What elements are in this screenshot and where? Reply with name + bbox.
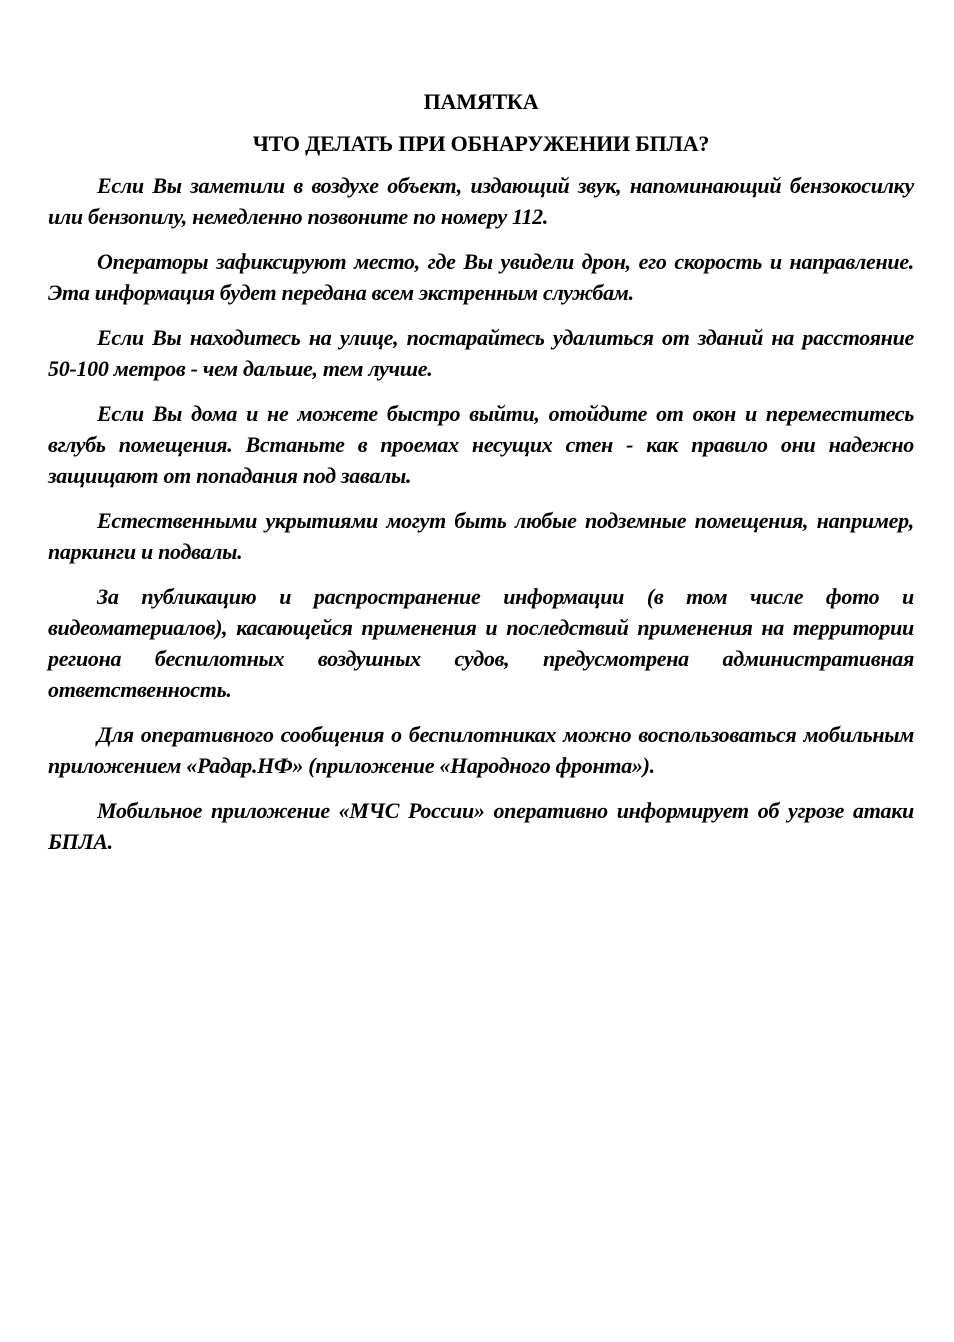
document-subtitle: ЧТО ДЕЛАТЬ ПРИ ОБНАРУЖЕНИИ БПЛА? bbox=[252, 131, 710, 156]
paragraph-publication-liability: За публикацию и распространение информации (в том числе фото и видеоматериалов), касающейся применения и последствий применения на территории региона беспилотных воздушных судов, предусмотрена административная ответственность. bbox=[48, 584, 914, 702]
paragraph-call-112: Если Вы заметили в воздухе объект, издающий звук, напоминающий бензокосилку или бензопилу, немедленно позвоните по номеру 112. bbox=[48, 173, 914, 229]
paragraph-mchs-app: Мобильное приложение «МЧС России» оперативно информирует об угрозе атаки БПЛА. bbox=[48, 798, 914, 854]
paragraph-radar-app: Для оперативного сообщения о беспилотниках можно воспользоваться мобильным приложением «Радар.НФ» (приложение «Народного фронта»). bbox=[48, 722, 914, 778]
paragraph-outdoors: Если Вы находитесь на улице, постарайтесь удалиться от зданий на расстояние 50-100 метров - чем дальше, тем лучше. bbox=[48, 325, 914, 381]
paragraph-operators: Операторы зафиксируют место, где Вы увидели дрон, его скорость и направление. Эта информация будет передана всем экстренным службам. bbox=[48, 249, 914, 305]
paragraph-at-home: Если Вы дома и не можете быстро выйти, отойдите от окон и переместитесь вглубь помещения. Встаньте в проемах несущих стен - как правило они надежно защищают от попадания под завалы. bbox=[48, 401, 914, 488]
document-page bbox=[48, 88, 914, 871]
document-title: ПАМЯТКА bbox=[423, 89, 539, 114]
paragraph-shelters: Естественными укрытиями могут быть любые подземные помещения, например, паркинги и подвалы. bbox=[48, 508, 914, 564]
